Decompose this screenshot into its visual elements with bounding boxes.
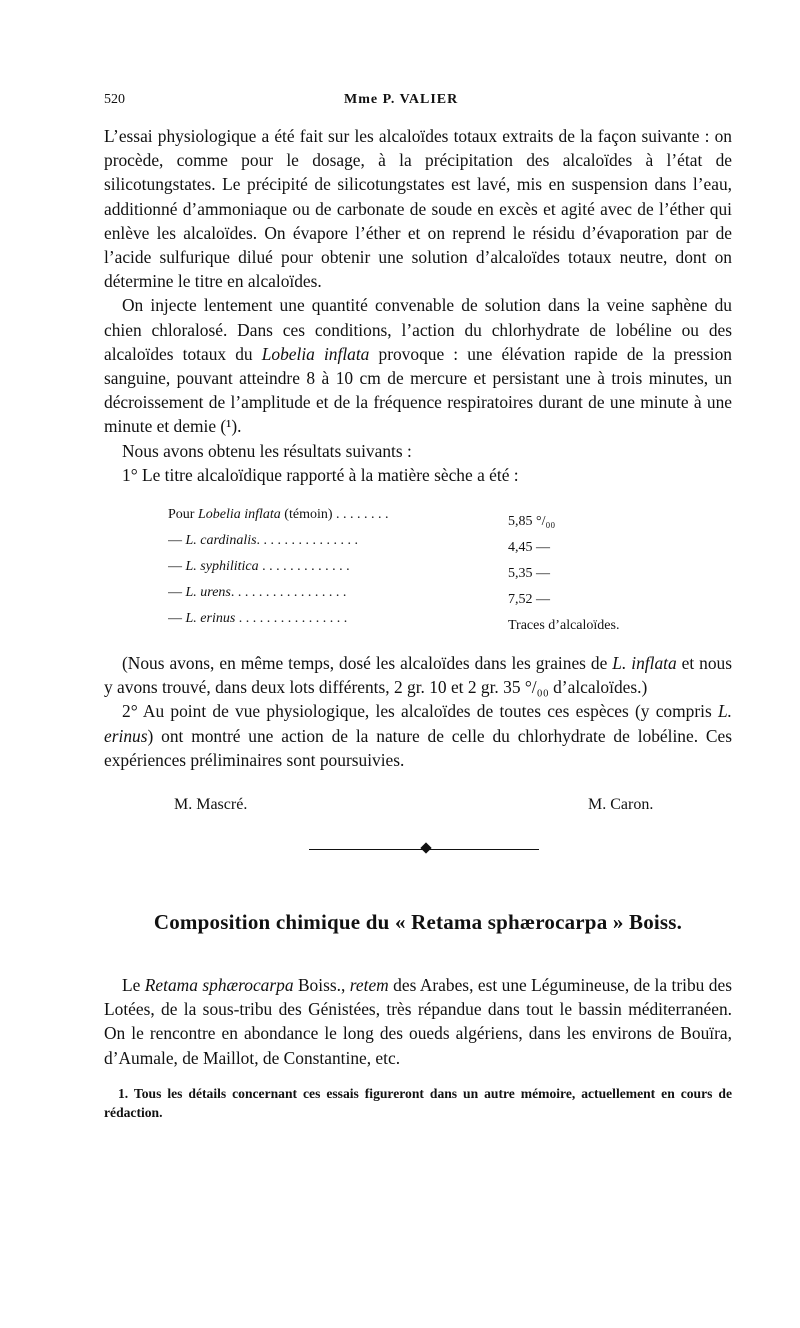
paragraph-method: L’essai physiologique a été fait sur les alcaloïdes totaux extraits de la façon suivante : on procède, comme pour le dosage, à la précipitation des alcaloïdes à l’état de silicotungstates. Le précipité de silicotungstates est lavé, mis en suspension dans l’eau, additionné d’ammoniaque ou de carbonate de soude en excès et agité avec de l’éther qui enlève les alcaloïdes. On évapore l’éther et on reprend le résidu d’évaporation par de l’acide sulfurique dilué pour obtenir une solution d’alcaloïdes totaux neutre, dont on détermine le titre en alcaloïdes.: [104, 126, 732, 292]
paragraph-titre: 1° Le titre alcaloïdique rapporté à la matière sèche a été :: [122, 464, 519, 485]
paragraph-seeds: (Nous avons, en même temps, dosé les alcaloïdes dans les graines de L. inflata et nous y avons trouvé, dans deux lots différents, 2 gr. 10 et 2 gr. 35 °/₀₀ d’alcaloïdes.): [104, 653, 732, 698]
table-row: — L. syphilitica . . . . . . . . . . . . . 5,35 —: [168, 559, 550, 581]
alkaloid-table: [168, 505, 732, 635]
table-row: — L. cardinalis. . . . . . . . . . . . . . . 4,45 —: [168, 533, 550, 555]
paragraph-results-intro: Nous avons obtenu les résultats suivants :: [122, 440, 412, 461]
footnote: 1. Tous les détails concernant ces essais figureront dans un autre mémoire, actuellement en cours de rédaction.: [104, 1085, 732, 1120]
signatures: [104, 780, 732, 820]
paragraph-injection: On injecte lentement une quantité convenable de solution dans la veine saphène du chien chloralosé. Dans ces conditions, l’action du chlorhydrate de lobéline ou des alcaloïdes totaux du Lobelia inflata provoque : une élévation rapide de la pression sanguine, pouvant atteindre 8 à 10 cm de mercure et persistant une à trois minutes, un décroissement de l’amplitude et de la fréquence respiratoires durant de une minute à une minute et demie (¹).: [104, 295, 732, 437]
page-header: [104, 86, 732, 110]
page: [104, 86, 732, 1135]
section-title: Composition chimique du « Retama sphærocarpa » Boiss.: [153, 910, 683, 935]
paragraph-physiology: 2° Au point de vue physiologique, les alcaloïdes de toutes ces espèces (y compris L. erinus) ont montré une action de la nature de celle du chlorhydrate de lobéline. Ces expériences préliminaires sont poursuivies.: [104, 701, 732, 770]
running-head: Mme P. VALIER: [344, 92, 459, 107]
signature-mascre: M. Mascré.: [174, 796, 248, 814]
page-number: 520: [104, 92, 125, 107]
section-divider: [309, 842, 539, 856]
diamond-icon: [420, 842, 431, 853]
signature-caron: M. Caron.: [588, 796, 654, 814]
table-row: — L. erinus . . . . . . . . . . . . . . . . Traces d’alcaloïdes.: [168, 611, 620, 633]
table-row: Pour Lobelia inflata (témoin) . . . . . . . . 5,85 °/₀₀: [168, 507, 556, 529]
table-row: — L. urens. . . . . . . . . . . . . . . . . 7,52 —: [168, 585, 550, 607]
paragraph-retama: Le Retama sphærocarpa Boiss., retem des Arabes, est une Légumineuse, de la tribu des Lotées, de la sous-tribu des Génistées, très répandue dans tout le bassin méditerranéen. On le rencontre en abondance le long des oueds algériens, dans les environs de Bouïra, d’Aumale, de Maillot, de Constantine, etc.: [104, 975, 732, 1068]
species-italic: Lobelia inflata: [261, 343, 370, 364]
